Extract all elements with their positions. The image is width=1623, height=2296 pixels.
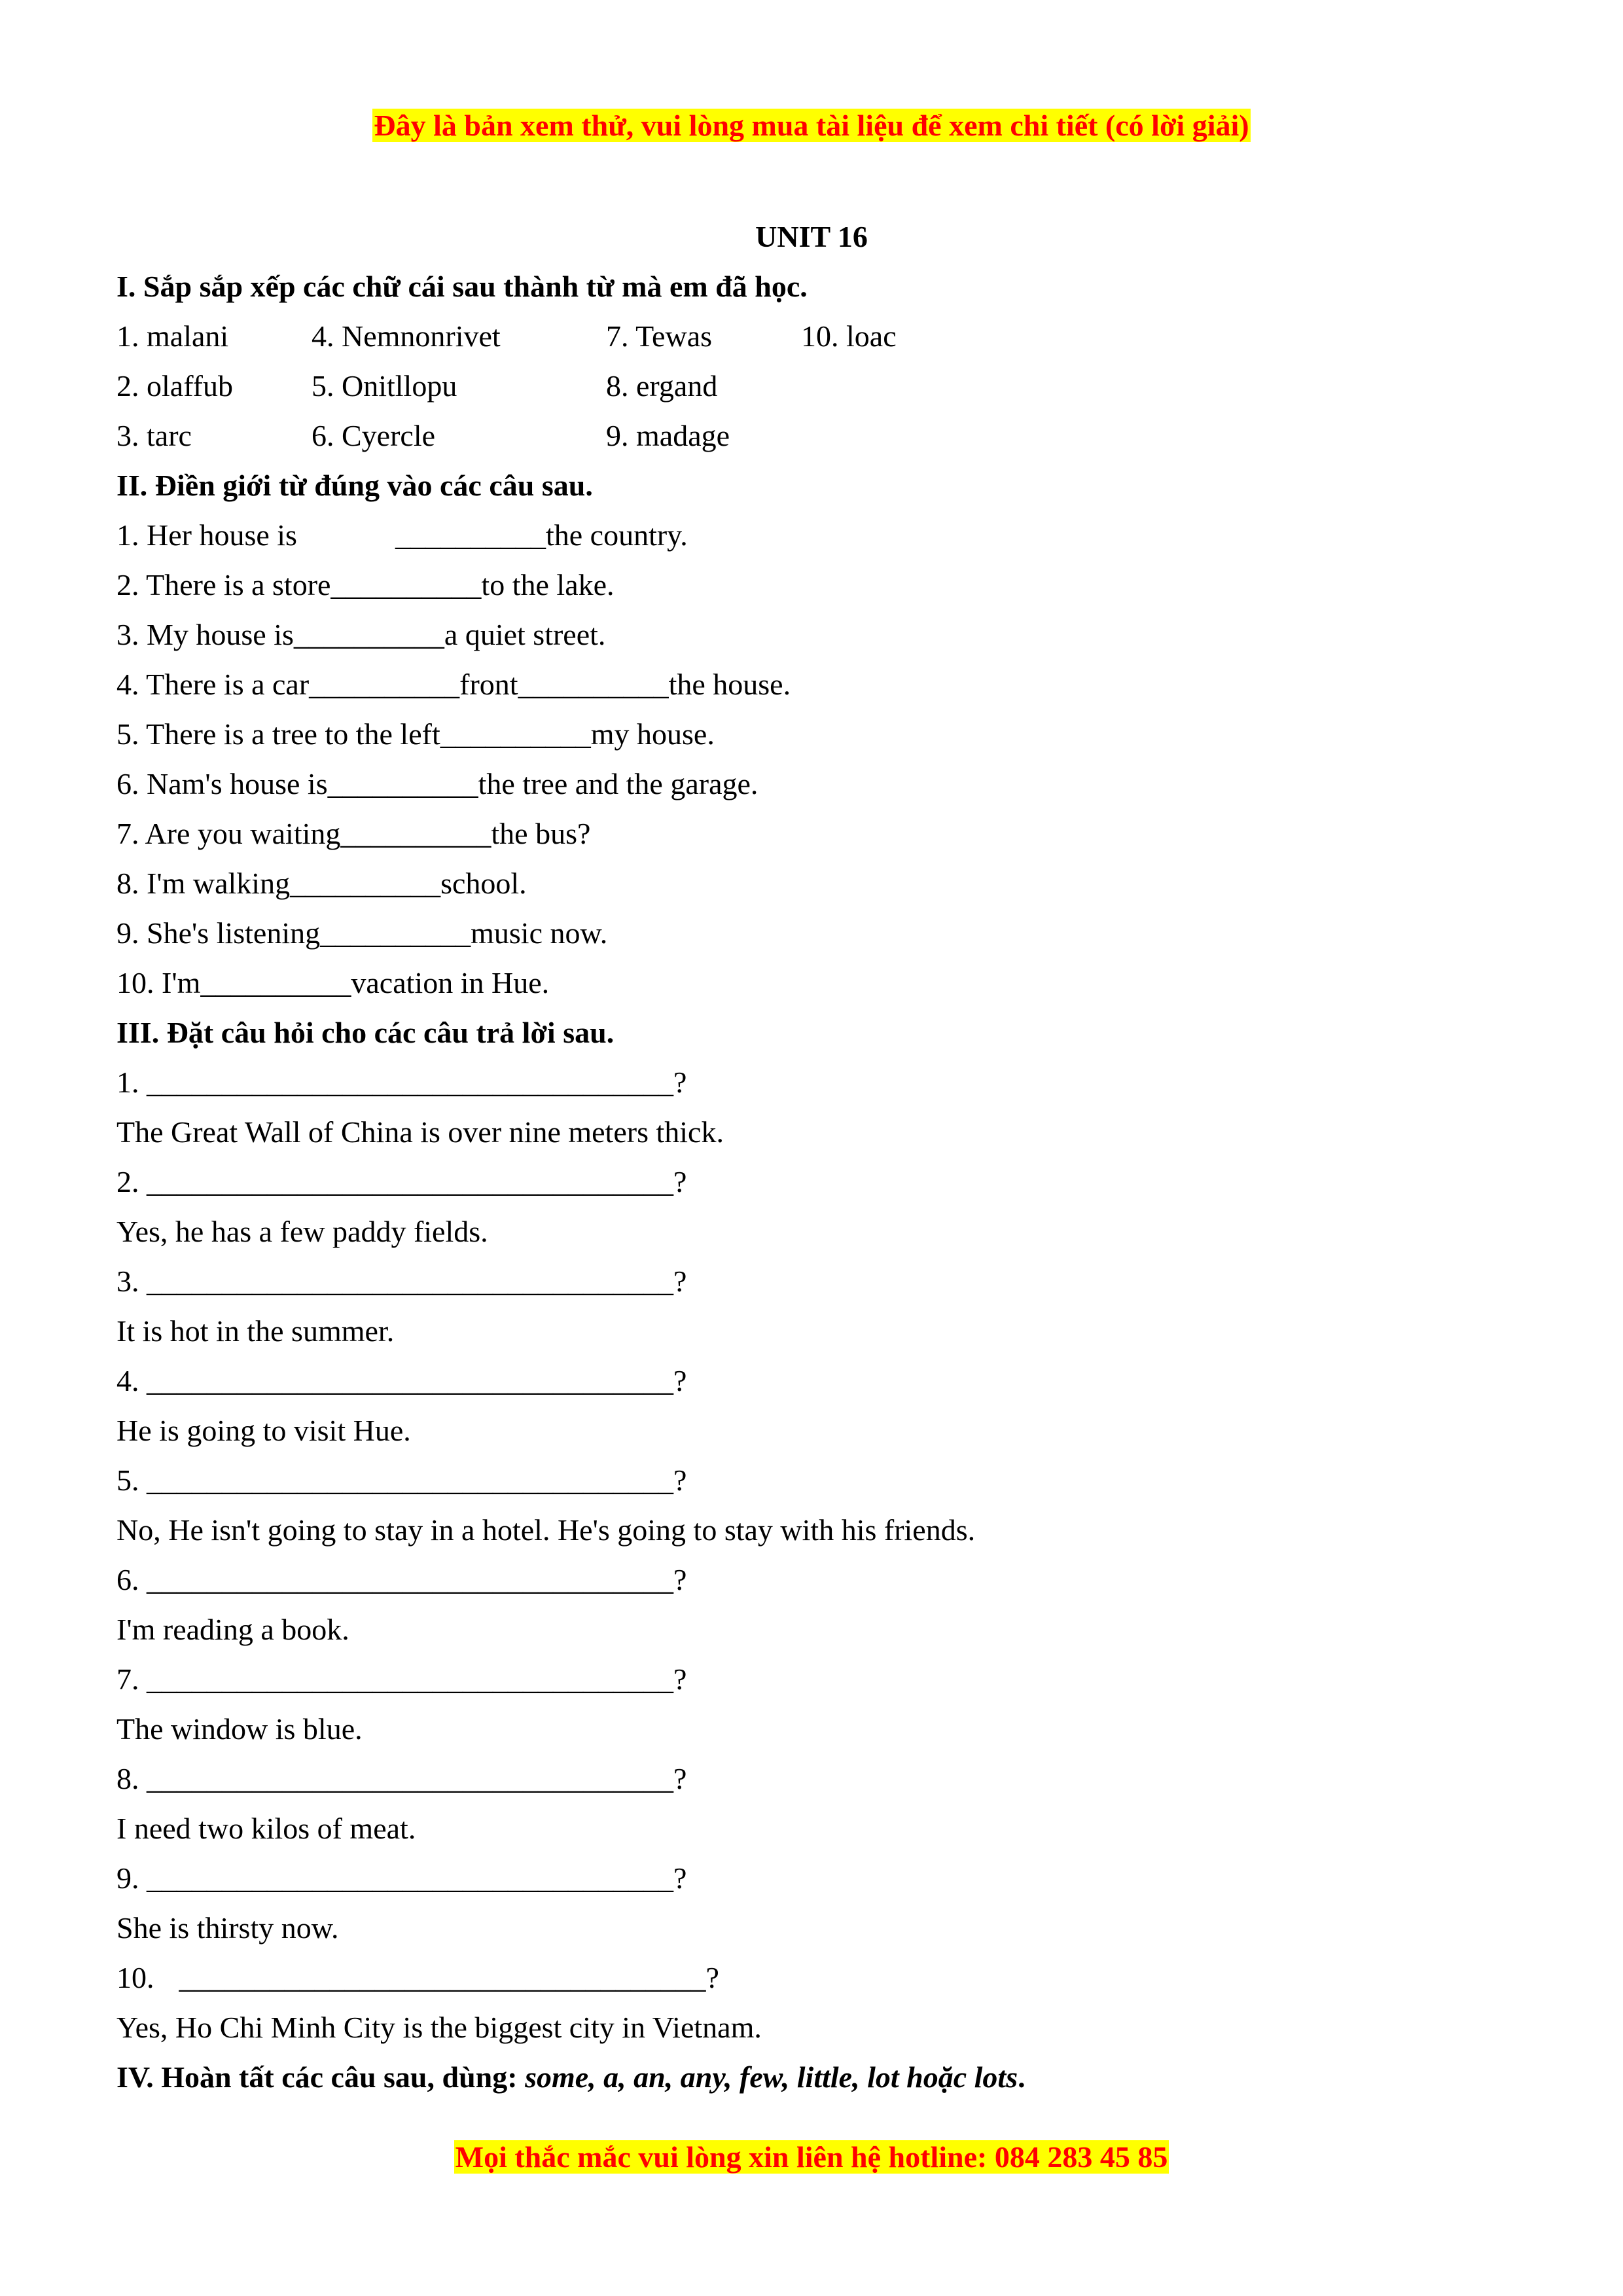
scramble-word: 1. malani: [116, 319, 229, 353]
section-1-heading: I. Sắp sắp xếp các chữ cái sau thành từ mà em đã học.: [116, 270, 808, 303]
question-blank: 8. ___________________________________?: [116, 1762, 687, 1795]
hotline-notice-text: Mọi thắc mắc vui lòng xin liên hệ hotline: 084 283 45 85: [455, 2140, 1168, 2174]
question-blank: 5. ___________________________________?: [116, 1463, 687, 1497]
question-blank: 9. ___________________________________?: [116, 1861, 687, 1895]
answer-text: No, He isn't going to stay in a hotel. He's going to stay with his friends.: [116, 1513, 976, 1547]
preposition-item: 4. There is a car__________front__________the house.: [116, 668, 791, 701]
answer-text: I need two kilos of meat.: [116, 1812, 416, 1845]
question-blank: 6. ___________________________________?: [116, 1563, 687, 1596]
answer-text: I'm reading a book.: [116, 1613, 349, 1646]
scramble-word: 7. Tewas: [606, 319, 713, 353]
answer-text: Yes, Ho Chi Minh City is the biggest city in Vietnam.: [116, 2011, 762, 2044]
answer-text: The Great Wall of China is over nine meters thick.: [116, 1115, 724, 1149]
question-blank: 4. ___________________________________?: [116, 1364, 687, 1397]
preposition-item: 8. I'm walking__________school.: [116, 867, 527, 900]
preposition-item-end: __________the country.: [395, 518, 688, 552]
hotline-notice: [0, 2136, 1623, 2178]
section-4-heading-prefix: IV. Hoàn tất các câu sau, dùng:: [116, 2060, 526, 2094]
scramble-word: 10. loac: [801, 319, 897, 353]
scramble-row-3: [116, 411, 1510, 461]
preposition-item: 7. Are you waiting__________the bus?: [116, 817, 591, 850]
preposition-item: 3. My house is__________a quiet street.: [116, 618, 606, 651]
question-number: 10.: [116, 1961, 154, 1994]
question-blank: 3. ___________________________________?: [116, 1265, 687, 1298]
question-blank: 1. ___________________________________?: [116, 1066, 687, 1099]
section-3-heading: III. Đặt câu hỏi cho các câu trả lời sau.: [116, 1016, 615, 1049]
answer-text: Yes, he has a few paddy fields.: [116, 1215, 488, 1248]
section-2-heading: II. Điền giới từ đúng vào các câu sau.: [116, 469, 593, 502]
scramble-word: 4. Nemnonrivet: [312, 319, 501, 353]
question-blank: 2. ___________________________________?: [116, 1165, 687, 1198]
answer-text: She is thirsty now.: [116, 1911, 339, 1945]
section-4-heading: [116, 2053, 1510, 2102]
scramble-row-2: [116, 361, 1510, 411]
scramble-word: 2. olaffub: [116, 369, 234, 403]
question-blank: 7. ___________________________________?: [116, 1662, 687, 1696]
scramble-word: 5. Onitllopu: [312, 369, 457, 403]
answer-text: He is going to visit Hue.: [116, 1414, 411, 1447]
preposition-item: 2. There is a store__________to the lake.: [116, 568, 615, 601]
preposition-item: [116, 511, 1510, 560]
question-blank: [116, 1953, 1510, 2003]
section-4-word-list: some, a, an, any, few, little, lot hoặc lots: [525, 2060, 1018, 2094]
preposition-item: 9. She's listening__________music now.: [116, 916, 608, 950]
scramble-word: 8. ergand: [606, 369, 718, 403]
preposition-item: 6. Nam's house is__________the tree and the garage.: [116, 767, 758, 800]
preview-notice: [0, 105, 1623, 147]
answer-text: The window is blue.: [116, 1712, 363, 1746]
question-line: ___________________________________?: [179, 1961, 719, 1994]
preposition-item-start: 1. Her house is: [116, 518, 297, 552]
unit-title: UNIT 16: [755, 220, 868, 253]
scramble-row-1: [116, 312, 1510, 361]
scramble-word: 3. tarc: [116, 419, 192, 452]
scramble-word: 9. madage: [606, 419, 730, 452]
worksheet-content: [116, 262, 1510, 2102]
scramble-word: 6. Cyercle: [312, 419, 436, 452]
answer-text: It is hot in the summer.: [116, 1314, 395, 1348]
section-4-heading-suffix: .: [1018, 2060, 1026, 2094]
preview-notice-text: Đây là bản xem thử, vui lòng mua tài liệu để xem chi tiết (có lời giải): [374, 109, 1249, 142]
preposition-item: 5. There is a tree to the left__________my house.: [116, 717, 715, 751]
preposition-item: 10. I'm__________vacation in Hue.: [116, 966, 550, 999]
